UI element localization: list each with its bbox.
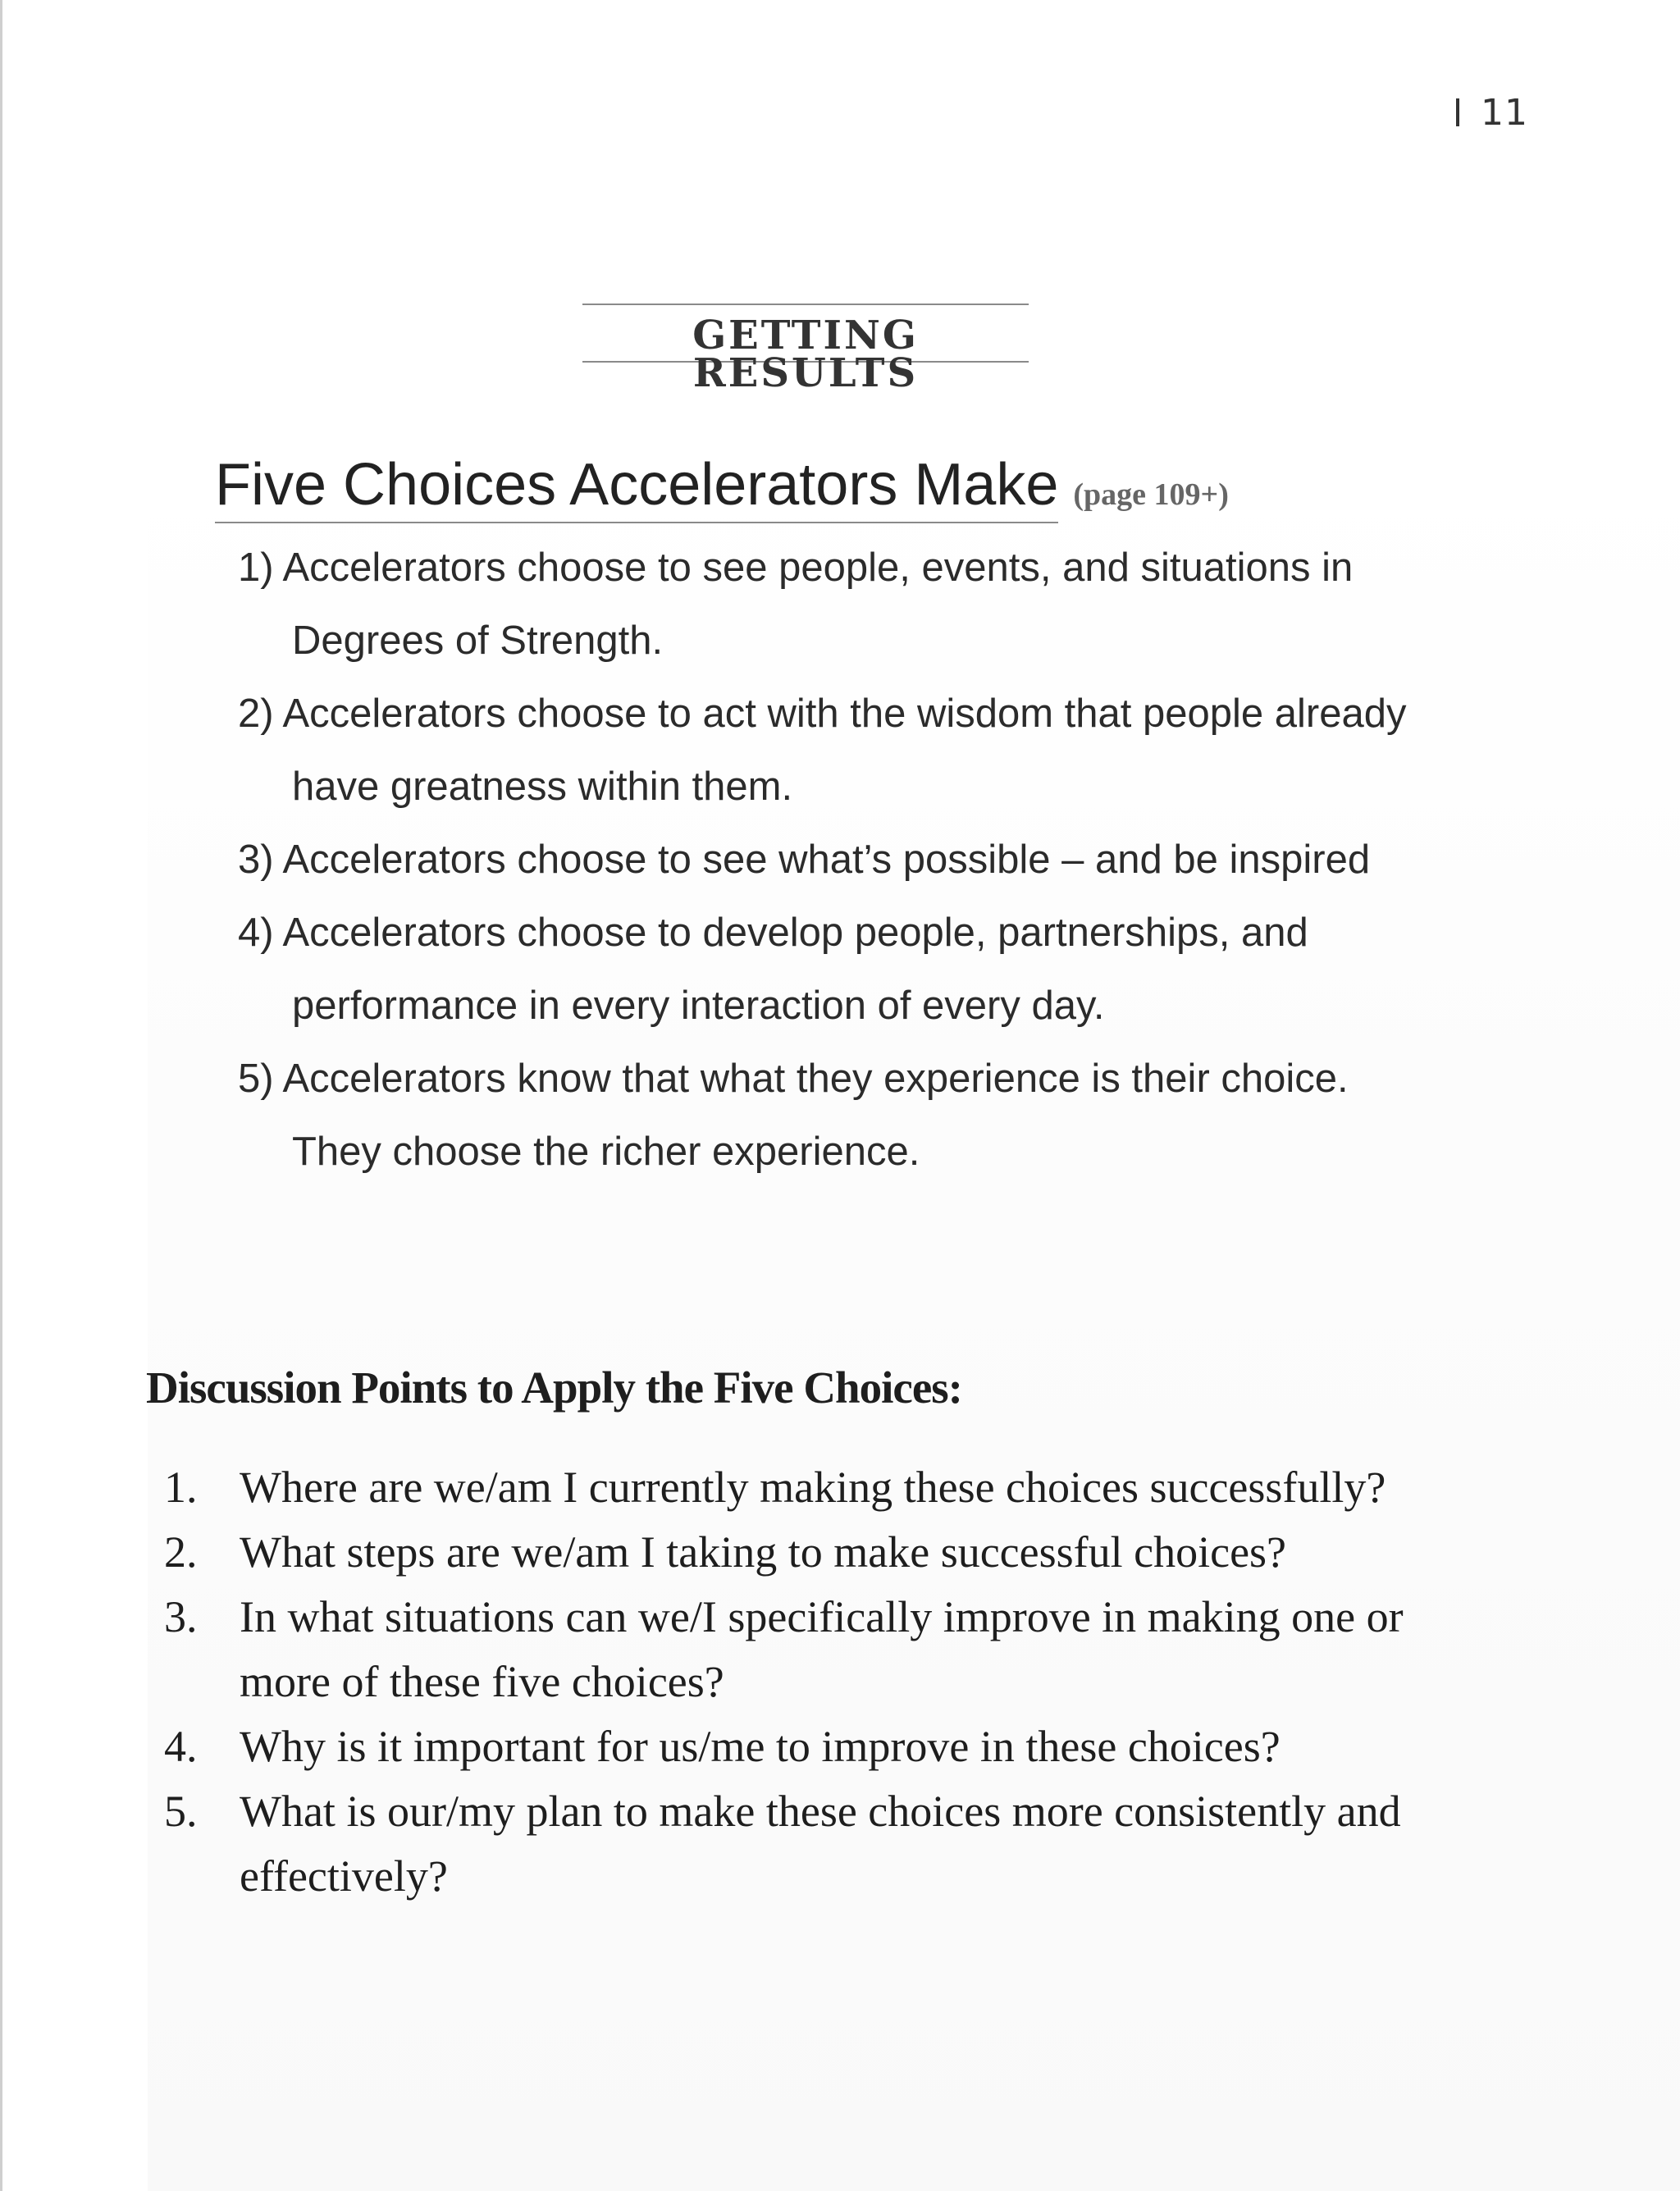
discussion-point-number: 3.: [164, 1592, 198, 1641]
choice-item: 3) Accelerators choose to see what’s possible – and be inspired: [238, 838, 1371, 882]
discussion-point: [164, 1585, 1444, 1714]
main-heading-title: Five Choices Accelerators Make: [215, 450, 1058, 523]
discussion-point: [164, 1779, 1444, 1909]
discussion-point: [164, 1714, 1444, 1779]
main-heading: [215, 450, 1229, 523]
page-number-value: 11: [1481, 92, 1528, 134]
discussion-point: [164, 1455, 1444, 1520]
discussion-points-list: [164, 1455, 1444, 1909]
page-edge: [0, 0, 2, 2191]
discussion-point-text: Where are we/am I currently making these choices successfully?: [240, 1463, 1386, 1512]
discussion-point-text: Why is it important for us/me to improve in these choices?: [240, 1722, 1281, 1771]
discussion-point: [164, 1520, 1444, 1585]
choice-item: 4) Accelerators choose to develop people, partnerships, and performance in every interaction of every day.: [238, 911, 1308, 1028]
discussion-point-text: What steps are we/am I taking to make successful choices?: [240, 1527, 1287, 1577]
discussion-point-text: In what situations can we/I specifically improve in making one or more of these five choices?: [240, 1592, 1404, 1706]
choice-item: 5) Accelerators know that what they experience is their choice. They choose the richer experience.: [238, 1057, 1349, 1174]
page-number-divider: [1456, 98, 1459, 126]
discussion-point-number: 1.: [164, 1463, 198, 1512]
choice-item: 2) Accelerators choose to act with the wisdom that people already have greatness within them.: [238, 692, 1407, 809]
discussion-point-number: 2.: [164, 1527, 198, 1577]
discussion-point-text: What is our/my plan to make these choices more consistently and effectively?: [240, 1787, 1401, 1901]
choices-list: [238, 532, 1427, 1189]
page-reference: (page 109+): [1073, 477, 1229, 512]
page-number: [1456, 92, 1528, 134]
section-label: GETTING RESULTS: [582, 304, 1029, 363]
choice-item: 1) Accelerators choose to see people, events, and situations in Degrees of Strength.: [238, 545, 1354, 663]
discussion-point-number: 4.: [164, 1722, 198, 1771]
discussion-heading: Discussion Points to Apply the Five Choices:: [146, 1363, 962, 1413]
discussion-point-number: 5.: [164, 1787, 198, 1836]
